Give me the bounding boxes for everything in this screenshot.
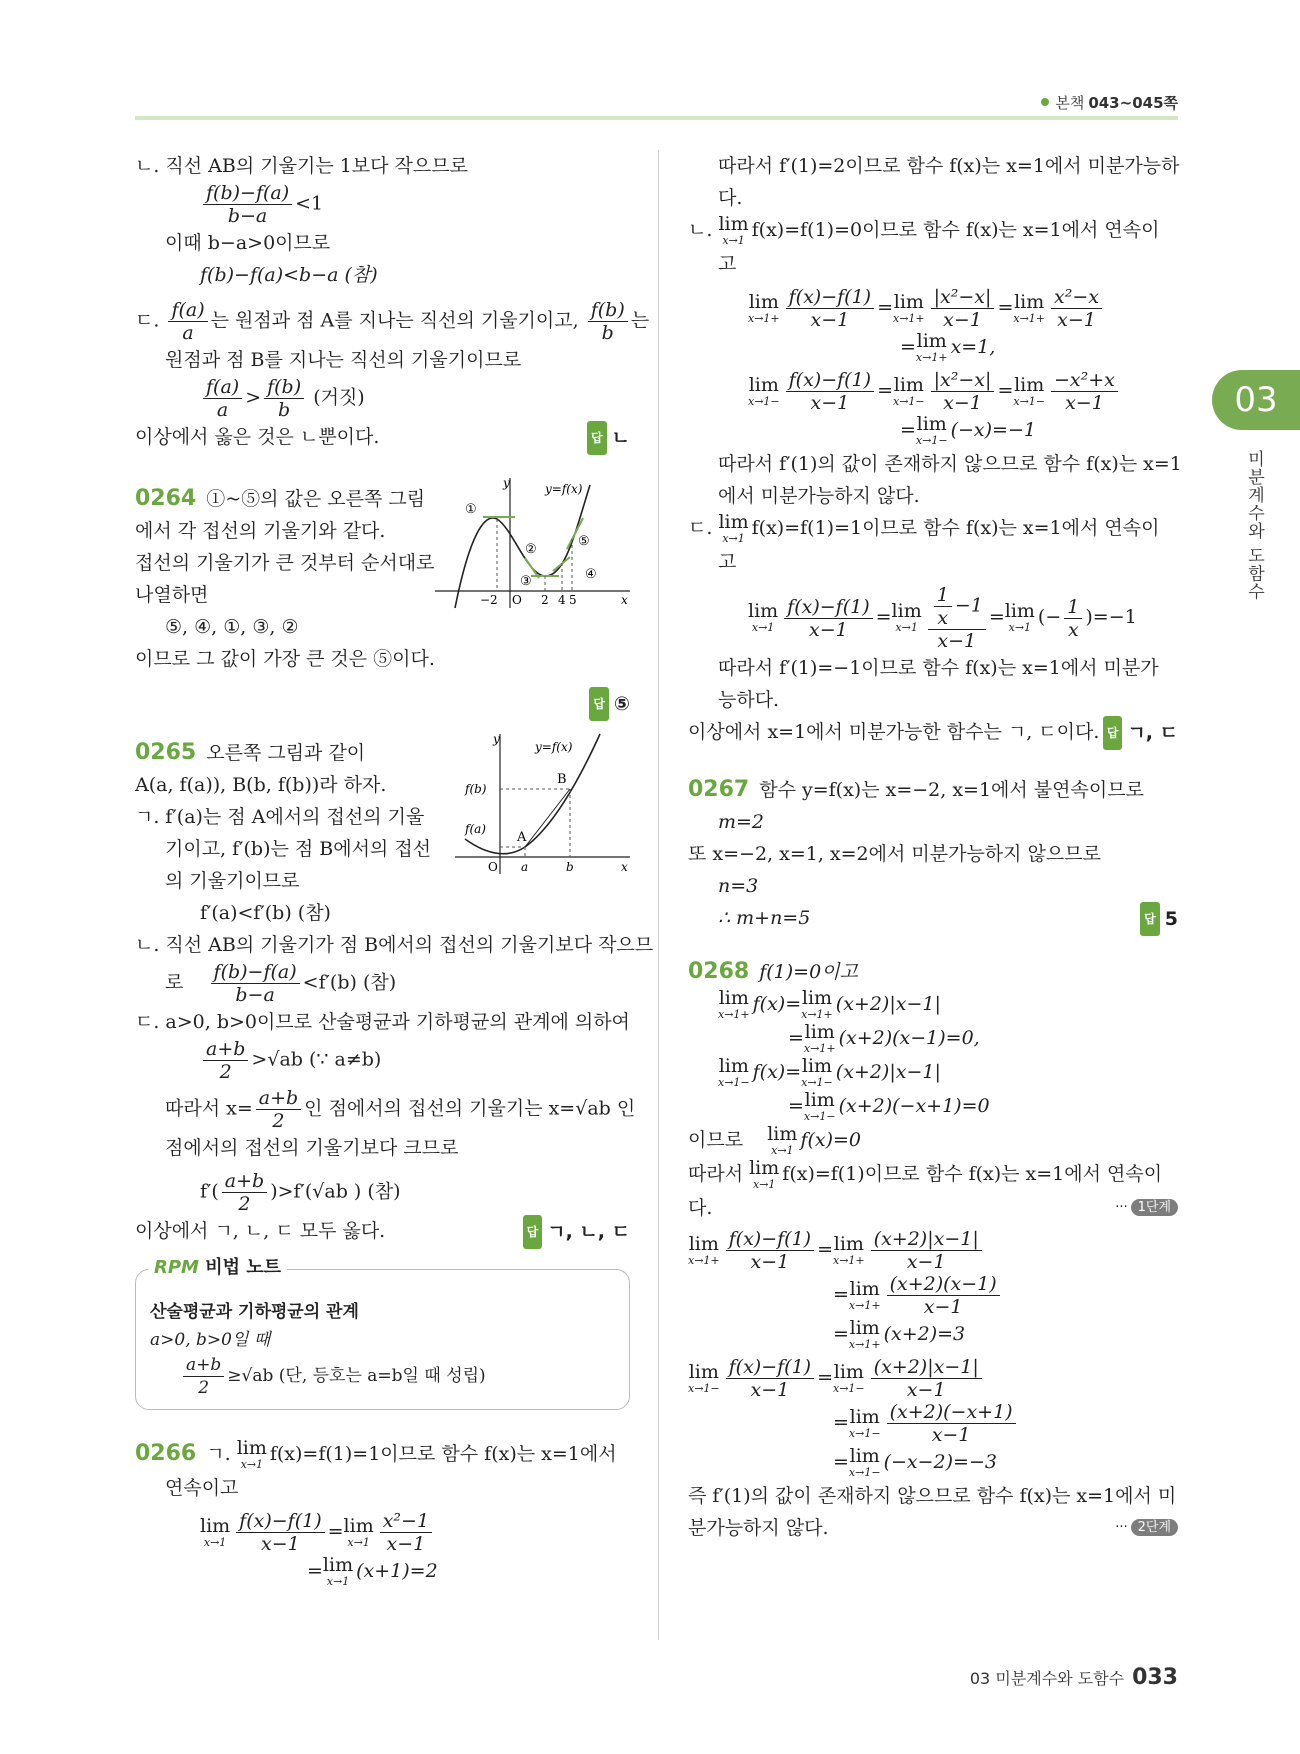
answer-264: 답 ⑤ [589,687,630,721]
c3-line2: 원점과 점 B를 지나는 직선의 기울기이므로 [165,349,522,371]
x-label: x [621,860,628,874]
limit-minus: lim x→1− $\frac{f(x)-f(1)}{x-1}$ = lim x→1− $\frac{\text{|x²−x|}}{x-1}$ = lim x→1− $\frac{\text{−x²+x}}{x-1}$ [688,369,1178,414]
chapter-tab[interactable] [1212,370,1300,430]
y-label: y [493,732,500,746]
answer-266: 답 ㄱ, ㄷ [1103,716,1178,750]
problem-number: 0268 [688,959,750,984]
column-divider [658,150,659,1640]
c2-result: f(b)−f(a)<b−a (참) [200,264,378,286]
graph-0265 [455,729,635,879]
tick-4: 4 [558,593,566,607]
answer-267: 답 5 [1140,902,1178,936]
page-number: 033 [1132,1665,1178,1690]
problem-0264: 0264 ①~⑤의 값은 오른쪽 그림 에서 각 접선의 기울기와 같다. 접선의 기울기가 큰 것부터 순서대로 나열하면 ⑤, ④, ①, ③, ② 이므로 그 값이 가장 큰 것은 ⑤이다. 답 ⑤ y x y=f(x) ① ② ③ ④ ⑤ −2 O 2 4 5 [135,483,630,715]
origin-label: O [512,593,522,607]
label-B: B [557,772,567,787]
mark-2: ② [525,542,537,557]
header-book: 본책 [1055,94,1085,112]
problem-0265: 0265 오른쪽 그림과 같이 A(a, f(a)), B(b, f(b))라 하자. ㄱ. f′(a)는 점 A에서의 접선의 기울 기이고, f′(b)는 점 B에서의 접선 의 기울기이므로 f′(a)<f′(b) (참) ㄴ. 직선 AB의 기울기가 점 B에서의 접선의 기울기보다 작으므 로 $\frac{f(b)-f(a)}{b-a}$ <f′(b) (참) ㄷ. a>0, b>0이므로 산술평균과 기하평균의 관계에 의하여 $\frac{a+b}{2}$ >√ab (∵ a≠b) 따라서 x= $\frac{a+b}{2}$ 인 점에서의 접선의 기울기는 x=√ab 인 점에서의 접선의 기울기보다 크므로 f′( $\frac{a+b}{2}$ )>f′(√ab ) (참) 이상에서 ㄱ, ㄴ, ㄷ 모두 옳다. 답 ㄱ, ㄴ, ㄷ y x y=f(x) f(b) f(a) A B O a b [135,737,630,1247]
note-ineq: $\frac{a+b}{2}$ ≥√ab (단, 등호는 a=b일 때 성립) [150,1354,615,1399]
limit-c: lim x→1 $\frac{f(x)-f(1)}{x-1}$ = lim x→1 $\frac{1}{x}$ −1 x−1 = lim x→1 (− $\frac{1}{x}$ )=−1 [748,584,1137,652]
label-fb: f(b) [465,782,487,796]
problem-number: 0264 [135,486,197,511]
footer-chapter: 03 미분계수와 도함수 [969,1669,1125,1688]
c3-line1: ㄷ. $\frac{f(a)}{a}$ 는 원점과 점 A를 지나는 직선의 기울기이고, $\frac{f(b)}{b}$ 는 [135,299,650,344]
c2-intro: ㄴ. 직선 AB의 기울기는 1보다 작으므로 [135,155,468,177]
c3-cmp: $\frac{f(a)}{a}$ > $\frac{f(b)}{b}$ (거짓) [135,376,630,421]
rpm-note: RPM 비법 노트 산술평균과 기하평균의 관계 a>0, b>0일 때 $\frac{a+b}{2}$ ≥√ab (단, 등호는 a=b일 때 성립) [135,1269,630,1410]
mark-4: ④ [585,567,597,582]
header-pages: 043~045쪽 [1088,94,1178,112]
mark-1: ① [465,502,477,517]
answer-265: 답 ㄱ, ㄴ, ㄷ [523,1215,630,1249]
rpm-logo: RPM [154,1257,199,1278]
left-column [135,150,654,1589]
problem-number: 0266 [135,1441,197,1466]
label-fa: f(a) [465,822,486,836]
problem-0268: 0268 f(1)=0이고 lim x→1+ f(x)= lim x→1+ (x+2)|x−1| = lim x→1+ (x+2)(x−1)=0, lim x→1− f(x)= lim x→1− (x+2)|x−1| = lim x→1− (x+2)(−x+1)=0 이므로 lim x→1 f(x)=0 따라서 lim x→1 f(x)=f(1)이므로 함수 f(x)는 x=1에서 연속이 다. ··· 1단계 lim x→1+ $\frac{f(x)-f(1)}{x-1}$ = lim x→1+ $\frac{(x+2)|x-1|}{x-1}$ = lim x→1+ $\frac{(x+2)(x-1)}{x-1}$ = lim x→1+ (x+2)=3 lim x→1− $\frac{f(x)-f(1)}{x-1}$ = lim x→1− $\frac{(x+2)|x-1|}{x-1}$ = lim x→1− $\frac{(x+2)(-x+1)}{x-1}$ = lim x→1− (−x−2)=−3 즉 f′(1)의 값이 존재하지 않으므로 함수 f(x)는 x=1에서 미 분가능하지 않다. ··· 2단계 [688,956,1178,1544]
tick-2: 2 [541,593,549,607]
page-header [1041,92,1178,113]
limit-plus: lim x→1+ $\frac{f(x)-f(1)}{x-1}$ = lim x→1+ $\frac{\text{|x²−x|}}{x-1}$ = lim x→1+ $\frac{\text{x²−x}}{x-1}$ [688,286,1178,331]
c3-conclusion: 이상에서 옳은 것은 ㄴ뿐이다. 답 ㄴ [135,421,630,453]
bullet-dot-icon [1041,98,1049,106]
answer-263: 답 ㄴ [587,421,630,455]
problem-number: 0265 [135,740,197,765]
label-A: A [517,830,527,845]
tick-a: a [521,860,529,874]
chapter-number: 03 [1234,380,1278,420]
curve-label: y=f(x) [545,482,583,496]
tick-b: b [566,860,574,874]
x-label: x [621,593,628,607]
tick-neg2: −2 [480,593,498,607]
mark-3: ③ [520,574,532,589]
right-column: 따라서 f′(1)=2이므로 함수 f(x)는 x=1에서 미분가능하 다. ㄴ. lim x→1 f(x)=f(1)=0이므로 함수 f(x)는 x=1에서 연속이 고 lim x→1+ $\frac{f(x)-f(1)}{x-1}$ = lim x→1+ $\frac{\text{|x²−x|}}{x-1}$ = lim x→1+ $\frac{\text{x²−x}}{x-1}$ = lim x→1+ x=1, lim x→1− $\frac{f(x)-f(1)}{x-1}$ = lim x→1− $\frac{\text{|x²−x|}}{x-1}$ = lim x→1− $\frac{\text{−x²+x}}{x-1}$ = lim x→1− (−x)=−1 따라서 f′(1)의 값이 존재하지 않으므로 함수 f(x)는 x=1 에서 미분가능하지 않다. ㄷ. lim x→1 f(x)=f(1)=1이므로 함수 f(x)는 x=1에서 연속이 고 lim x→1 $\frac{f(x)-f(1)}{x-1}$ = lim x→1 $\frac{1}{x}$ −1 x−1 = lim x→1 (− $\frac{1}{x}$ )=−1 따라서 f′(1)=−1이므로 함수 f(x)는 x=1에서 미분가 능하다. 이상에서 x=1에서 미분가능한 함수는 ㄱ, ㄷ이다. 답 ㄱ, ㄷ 0267 함수 y=f(x)는 x=−2, x=1에서 불연속이므로 m=2 또 x=−2, x=1, x=2에서 미분가능하지 않으므로 n=3 ∴ m+n=5 답 5 0268 f(1)=0이고 lim x→1+ f(x)= lim x→1+ (x+2)|x−1| = lim x→1+ (x+2)(x−1)=0, lim x→1− f(x)= lim x→1− (x+2)|x−1| = lim x→1− (x+2)(−x+1)=0 이므로 lim x→1 f(x)=0 따라서 lim x→1 f(x)=f(1)이므로 함수 f(x)는 x=1에서 연속이 다. ··· 1단계 lim x→1+ $\frac{f(x)-f(1)}{x-1}$ = lim x→1+ $\frac{(x+2)|x-1|}{x-1}$ = lim x→1+ $\frac{(x+2)(x-1)}{x-1}$ = lim x→1+ (x+2)=3 lim x→1− $\frac{f(x)-f(1)}{x-1}$ = lim x→1− $\frac{(x+2)|x-1|}{x-1}$ = lim x→1− $\frac{(x+2)(-x+1)}{x-1}$ = lim x→1− (−x−2)=−3 즉 f′(1)의 값이 존재하지 않으므로 함수 f(x)는 x=1에서 미 분가능하지 않다. ··· 2단계 [688,150,1178,1544]
chapter-title-vertical: 미분계수와 도함수 [1244,450,1264,601]
secant-AB [525,789,570,847]
page-footer [970,1665,1178,1690]
step-1-marker: ··· 1단계 [1115,1192,1178,1224]
graph-0264 [435,473,635,613]
c2-ineq: $\frac{f(b)-f(a)}{b-a}$ <1 [135,182,630,227]
curve-label: y=f(x) [535,740,573,754]
origin-label: O [488,860,498,874]
note-title: 산술평균과 기하평균의 관계 [150,1302,359,1322]
problem-0266: 0266 ㄱ. lim x→1 f(x)=f(1)=1이므로 함수 f(x)는 x=1에서 연속이고 lim x→1 $\frac{f(x)-f(1)}{x-1}$ = lim x→1 $\frac{\text{x²−1}}{x-1}$ = lim x→1 (x+1)=2 [135,1437,617,1588]
order-list: ⑤, ④, ①, ③, ② [165,616,299,638]
problem-number: 0267 [688,777,750,802]
step-2-marker: ··· 2단계 [1115,1512,1178,1544]
tick-5: 5 [569,593,577,607]
header-rule [135,116,1178,120]
mark-5: ⑤ [578,534,590,549]
note-condition: a>0, b>0일 때 [150,1330,271,1350]
problem-0267: 0267 함수 y=f(x)는 x=−2, x=1에서 불연속이므로 m=2 또 x=−2, x=1, x=2에서 미분가능하지 않으므로 n=3 ∴ m+n=5 답 5 [688,774,1178,934]
c2-mid: 이때 b−a>0이므로 [165,232,331,254]
y-label: y [503,476,510,490]
